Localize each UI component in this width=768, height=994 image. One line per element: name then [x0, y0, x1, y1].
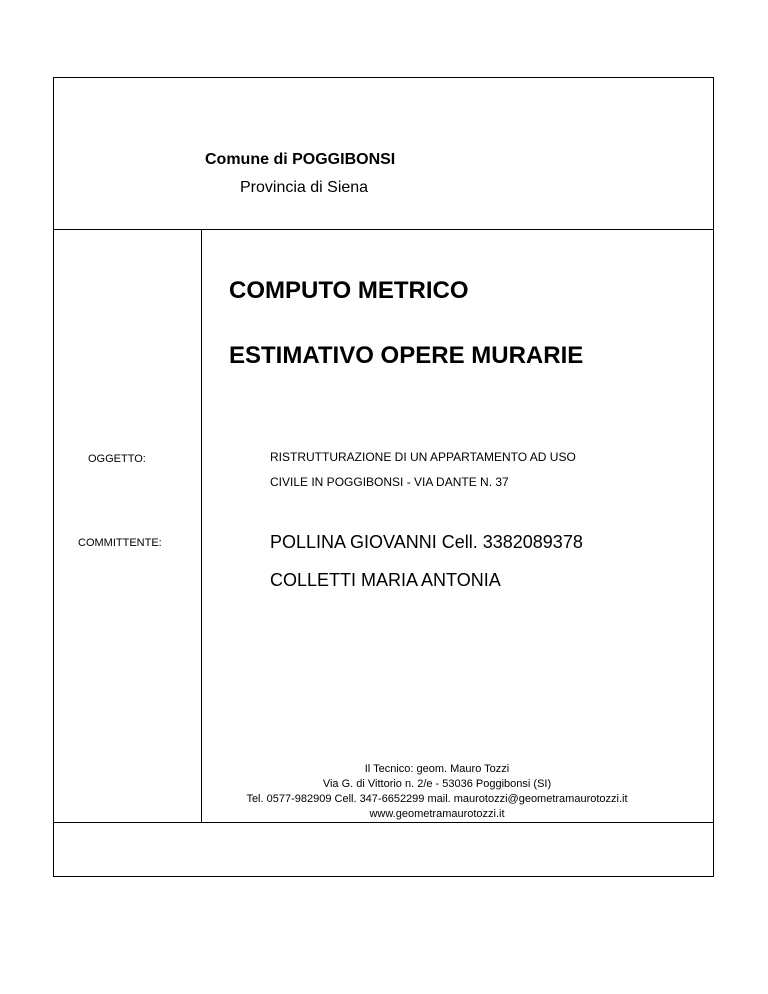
- tecnico-website: www.geometramaurotozzi.it: [369, 808, 505, 820]
- footer-divider: [54, 822, 713, 823]
- oggetto-text-line1: RISTRUTTURAZIONE DI UN APPARTAMENTO AD USO: [270, 450, 576, 464]
- provincia-name: Provincia di Siena: [240, 179, 369, 196]
- oggetto-label: OGGETTO:: [88, 453, 146, 465]
- comune-name: Comune di POGGIBONSI: [205, 151, 396, 168]
- tecnico-contacts: Tel. 0577-982909 Cell. 347-6652299 mail. maurotozzi@geometramaurotozzi.it: [246, 793, 628, 805]
- column-divider: [201, 229, 202, 822]
- document-title-line2: ESTIMATIVO OPERE MURARIE: [229, 342, 584, 369]
- tecnico-address: Via G. di Vittorio n. 2/e - 53036 Poggibonsi (SI): [322, 778, 552, 790]
- document-title-line1: COMPUTO METRICO: [229, 277, 469, 304]
- committente-line2: COLLETTI MARIA ANTONIA: [270, 570, 501, 590]
- tecnico-name: Il Tecnico: geom. Mauro Tozzi: [364, 763, 510, 775]
- document-frame: [53, 77, 714, 877]
- oggetto-text-line2: CIVILE IN POGGIBONSI - VIA DANTE N. 37: [270, 475, 509, 489]
- header-divider: [54, 229, 713, 230]
- committente-label: COMMITTENTE:: [78, 537, 162, 549]
- committente-line1: POLLINA GIOVANNI Cell. 3382089378: [270, 532, 583, 552]
